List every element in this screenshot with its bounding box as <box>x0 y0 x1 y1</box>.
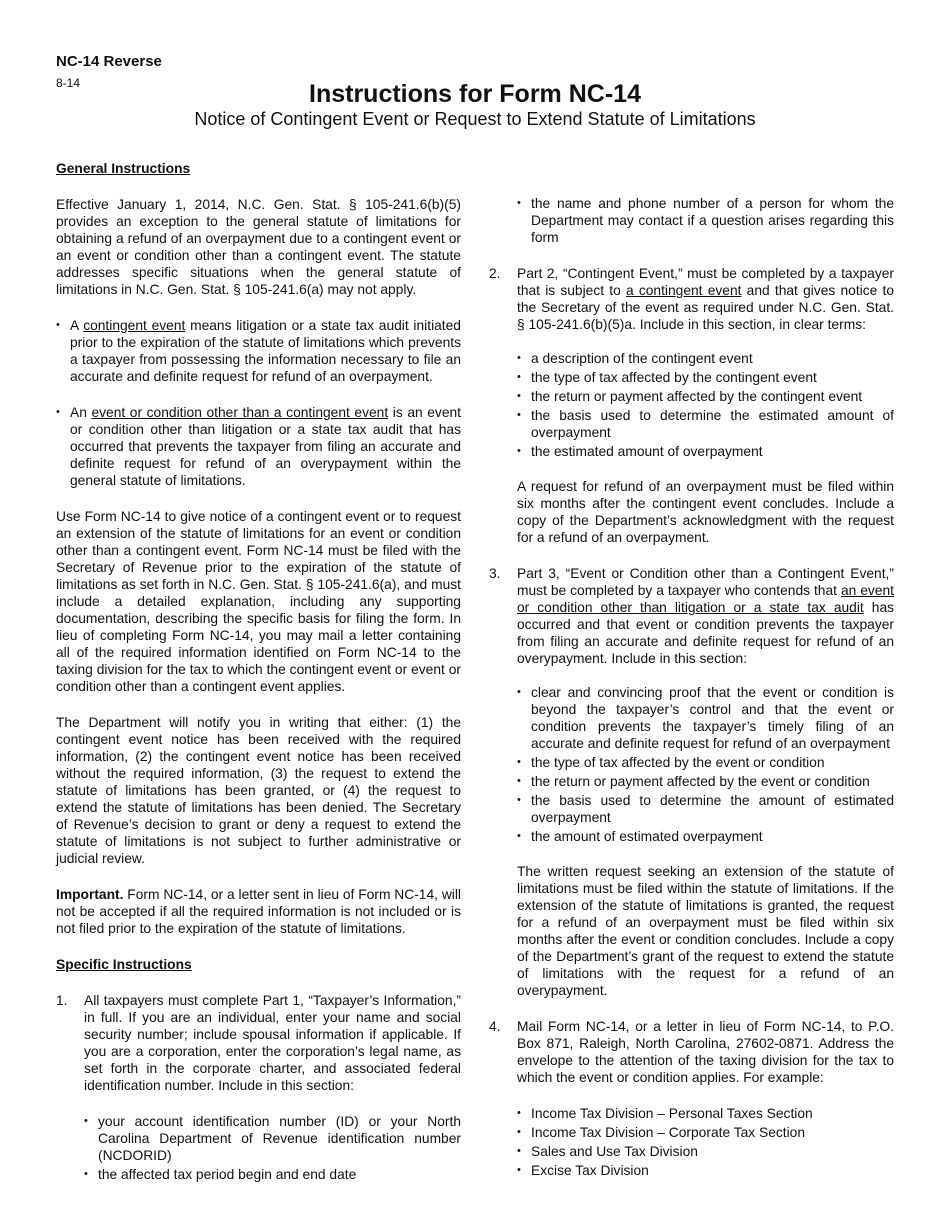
definitions-list <box>56 317 461 489</box>
list-item: • clear and convincing proof that the event or condition is beyond the taxpayer’s control and that the event or condition prevents the taxpayer’s timely filing of an accurate and definite request for refund of an overpayment <box>517 684 894 752</box>
item-4-bullets <box>517 1105 894 1179</box>
use-form-paragraph: Use Form NC-14 to give notice of a contingent event or to request an extension of the statute of limitations for an event or condition other than a contingent event. Form NC-14 must be filed with the Secretary of Revenue prior to the expiration of the statute of limitations as set forth in N.C. Gen. Stat. § 105-241.6(a), and must include a detailed explanation, including any supporting documentation, describing the specific basis for filing the form. In lieu of completing Form NC-14, you may mail a letter containing all of the required information identified on Form NC-14 to the taxing division for the tax to which the contingent event or event or condition other than a contingent event applies. <box>56 509 461 694</box>
list-item: • Sales and Use Tax Division <box>517 1143 894 1160</box>
item-2-bullets <box>517 350 894 460</box>
general-instructions-heading: General Instructions <box>56 161 191 176</box>
list-item: • the estimated amount of overpayment <box>517 443 894 460</box>
form-id: NC-14 Reverse <box>56 53 162 70</box>
form-revision: 8-14 <box>56 76 81 90</box>
list-item: • the return or payment affected by the contingent event <box>517 388 894 405</box>
list-item: • the amount of estimated overpayment <box>517 828 894 845</box>
list-item: • a description of the contingent event <box>517 350 894 367</box>
notification-paragraph: The Department will notify you in writing that either: (1) the contingent event notice has been received with the required information, (2) the contingent event notice has been received without the required information, (3) the request to extend the statute of limitations has been granted, or (4) the request to extend the statute of limitations has been denied. The Secretary of Revenue’s decision to grant or deny a request to extend the statute of limitations is not subject to further administrative or judicial review. <box>56 715 461 866</box>
list-item: • the basis used to determine the amount of estimated overpayment <box>517 792 894 826</box>
item-2-note: A request for refund of an overpayment must be filed within six months after the contingent event concludes. Include a copy of the Department’s acknowledgment with the request for a refund of an overpayment. <box>517 479 894 545</box>
list-item: • the name and phone number of a person for whom the Department may contact if a question arises regarding this form <box>517 195 894 246</box>
list-item: • the type of tax affected by the contingent event <box>517 369 894 386</box>
important-paragraph: Important. Form NC-14, or a letter sent in lieu of Form NC-14, will not be accepted if all the required information is not included or is not filed prior to the expiration of the statute of limitations. <box>56 887 461 936</box>
list-item: • the type of tax affected by the event or condition <box>517 754 894 771</box>
instruction-item-4: 4. Mail Form NC-14, or a letter in lieu of Form NC-14, to P.O. Box 871, Raleigh, North Carolina, 27602-0871. Address the envelope to the attention of the taxing division for the tax to which the event or condition applies. For example: • Income Tax Division – Personal Taxes Section • Income Tax Division – Corporate Tax Section • Sales and Use Tax Division • Excise Tax Division <box>489 1018 894 1179</box>
list-item: • Income Tax Division – Personal Taxes Section <box>517 1105 894 1122</box>
list-item: • the basis used to determine the estimated amount of overpayment <box>517 407 894 441</box>
instruction-item-1: 1. All taxpayers must complete Part 1, “Taxpayer’s Information,” in full. If you are an individual, enter your name and social security number; include spousal information if applicable. If you are a corporation, enter the corporation’s legal name, as set forth in the corporate charter, and associated federal identification number. Include in this section: • your account identification number (ID) or your North Carolina Department of Revenue identification number (NCDORID) • the affected tax period begin and end date <box>56 992 461 1183</box>
definition-event-or-condition: • An event or condition other than a contingent event is an event or condition other than litigation or a state tax audit that has occurred that prevents the taxpayer from filing an accurate and definite request for refund of an overypayment within the general statute of limitations. <box>56 404 461 489</box>
list-item: • the return or payment affected by the event or condition <box>517 773 894 790</box>
page-title: Instructions for Form NC-14 <box>309 80 641 108</box>
general-intro: Effective January 1, 2014, N.C. Gen. Stat. § 105-241.6(b)(5) provides an exception to the general statute of limitations for obtaining a refund of an overpayment due to a contingent event or an event or condition other than a contingent event. The statute addresses specific situations when the general statute of limitations in N.C. Gen. Stat. § 105-241.6(a) may not apply. <box>56 197 461 297</box>
item-3-note: The written request seeking an extension of the statute of limitations must be filed within the statute of limitations. If the extension of the statute of limitations is granted, the request for a refund of an overpayment must be filed within six months after the event or condition concludes. Include a copy of the Department’s grant of the request to extend the statute of limitations with the request for a refund of an overypayment. <box>517 864 894 998</box>
definition-contingent-event: • A contingent event means litigation or a state tax audit initiated prior to the expiration of the statute of limitations which prevents a taxpayer from possessing the information necessary to file an accurate and definite request for refund of an overpayment. <box>56 317 461 385</box>
item-3-bullets <box>517 684 894 845</box>
right-column <box>489 195 894 1179</box>
list-item: • Excise Tax Division <box>517 1162 894 1179</box>
instruction-item-2: 2. Part 2, “Contingent Event,” must be completed by a taxpayer that is subject to a contingent event and that gives notice to the Secretary of the event as required under N.C. Gen. Stat. § 105-241.6(b)(5)a. Include in this section, in clear terms: • a description of the contingent event • the type of tax affected by the contingent event • the return or payment affected by the contingent event • the basis used to determine the estimated amount of overpayment • the estimated amount of overpayment A request for refund of an overpayment must be filed within six months after the contingent event concludes. Include a copy of the Department’s acknowledgment with the request for a refund of an overpayment. <box>489 265 894 546</box>
list-item: • Income Tax Division – Corporate Tax Section <box>517 1124 894 1141</box>
list-item: • the affected tax period begin and end date <box>84 1166 461 1183</box>
list-item: • your account identification number (ID) or your North Carolina Department of Revenue identification number (NCDORID) <box>84 1113 461 1164</box>
item-1-bullets <box>84 1113 461 1183</box>
item-1-bullets-continued <box>517 195 894 246</box>
instruction-item-3: 3. Part 3, “Event or Condition other than a Contingent Event,” must be completed by a taxpayer who contends that an event or condition other than litigation or a state tax audit has occurred and that event or condition prevents the taxpayer from filing an accurate and definite request for refund of an overypayment. Include in this section: • clear and convincing proof that the event or condition is beyond the taxpayer’s control and that the event or condition prevents the taxpayer’s timely filing of an accurate and definite request for refund of an overpayment • the type of tax affected by the event or condition • the return or payment affected by the event or condition • the basis used to determine the amount of estimated overpayment • the amount of estimated overpayment The written request seeking an extension of the statute of limitations must be filed within the statute of limitations. If the extension of the statute of limitations is granted, the request for a refund of an overpayment must be filed within six months after the event or condition concludes. Include a copy of the Department’s grant of the request to extend the statute of limitations with the request for a refund of an overypayment. <box>489 565 894 999</box>
page-subtitle: Notice of Contingent Event or Request to Extend Statute of Limitations <box>194 109 756 129</box>
left-column <box>56 160 461 1183</box>
specific-instructions-heading: Specific Instructions <box>56 957 192 972</box>
